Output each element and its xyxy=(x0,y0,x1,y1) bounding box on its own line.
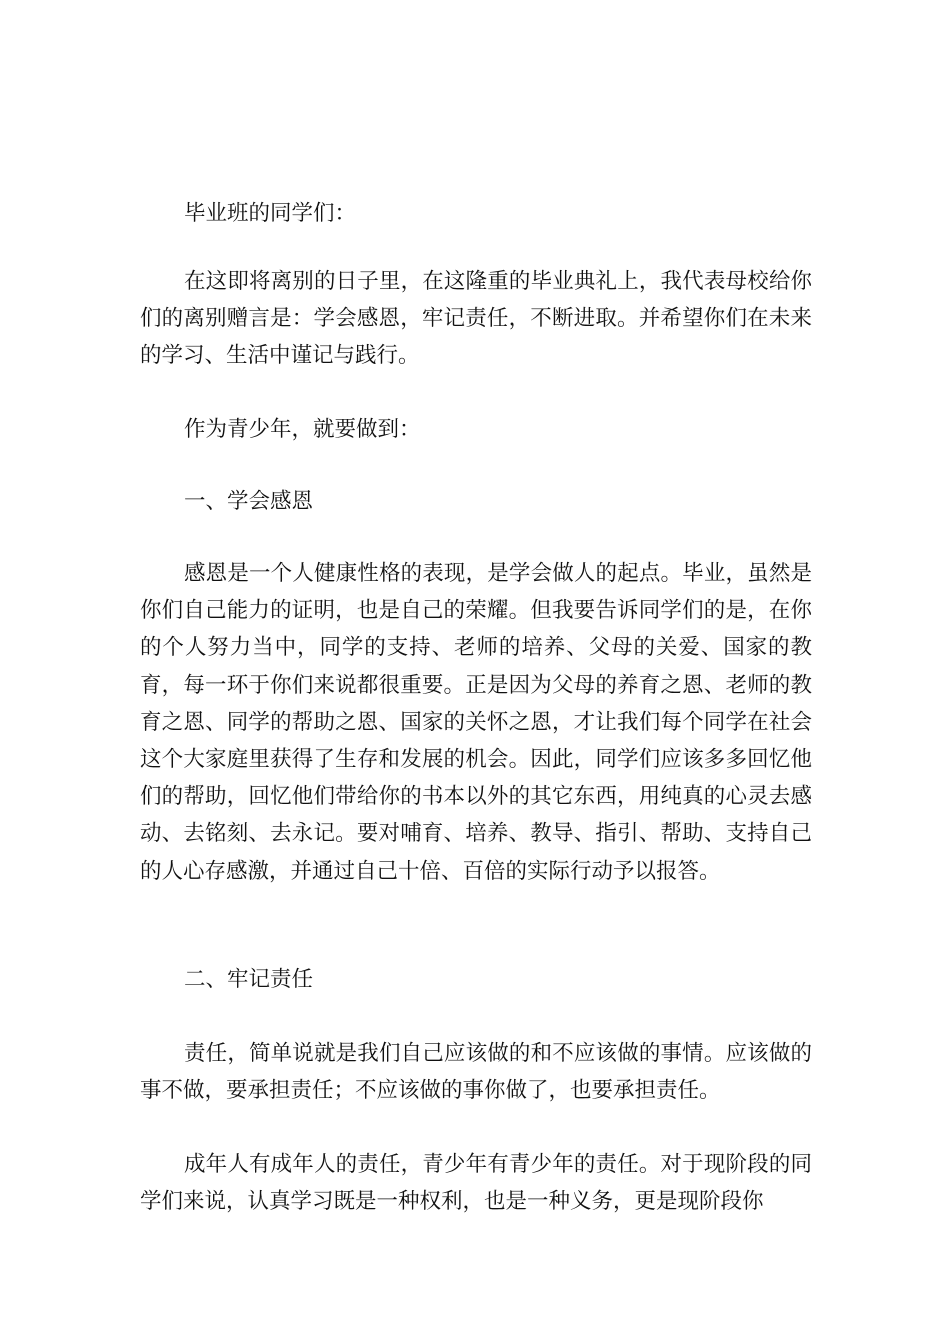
paragraph-intro: 作为青少年，就要做到： xyxy=(184,417,421,442)
paragraph-student-responsibility: 成年人有成年人的责任，青少年有青少年的责任。对于现阶段的同学们来说，认真学习既是一种权利，也是一种义务，更是现阶段你 xyxy=(140,1152,812,1215)
section-heading-responsibility: 二、牢记责任 xyxy=(184,967,314,992)
section-heading-gratitude: 一、学会感恩 xyxy=(184,489,314,514)
paragraph-gratitude: 感恩是一个人健康性格的表现，是学会做人的起点。毕业，虽然是你们自己能力的证明，也是自己的荣耀。但我要告诉同学们的是，在你的个人努力当中，同学的支持、老师的培养、父母的关爱、国家的教育，每一环于你们来说都很重要。正是因为父母的养育之恩、老师的教育之恩、同学的帮助之恩、国家的关怀之恩，才让我们每个同学在社会这个大家庭里获得了生存和发展的机会。因此，同学们应该多多回忆他们的帮助，回忆他们带给你的书本以外的其它东西，用纯真的心灵去感动、去铭刻、去永记。要对哺育、培养、教导、指引、帮助、支持自己的人心存感激，并通过自己十倍、百倍的实际行动予以报答。 xyxy=(140,561,812,884)
paragraph-opening: 在这即将离别的日子里，在这隆重的毕业典礼上，我代表母校给你们的离别赠言是：学会感恩，牢记责任，不断进取。并希望你们在未来的学习、生活中谨记与践行。 xyxy=(140,269,812,369)
salutation: 毕业班的同学们： xyxy=(184,201,357,226)
paragraph-responsibility: 责任，简单说就是我们自己应该做的和不应该做的事情。应该做的事不做，要承担责任；不应该做的事你做了，也要承担责任。 xyxy=(140,1041,812,1104)
